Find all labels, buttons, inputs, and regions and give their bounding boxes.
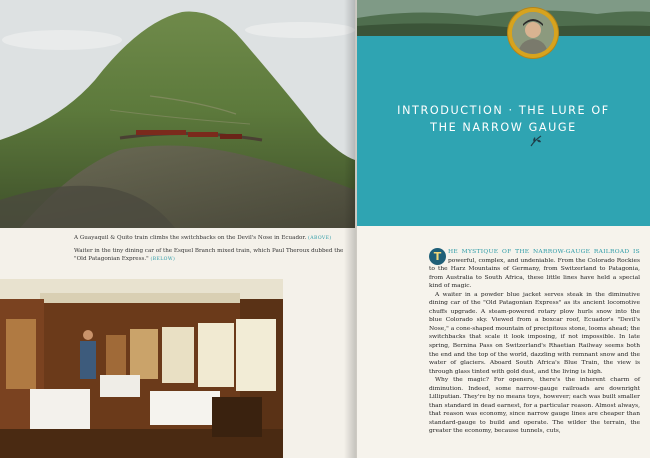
dining-car-photo: [0, 279, 283, 458]
devils-nose-mountain-photo: [0, 0, 355, 228]
caption-above: [74, 234, 344, 243]
caption-above-text: A Guayaquil & Quito train climbs the switchbacks on the Devil's Nose in Ecuador.: [74, 235, 307, 241]
drop-cap: T: [429, 248, 446, 265]
caption-below-text: Waiter in the tiny dining car of the Esquel Branch mixed train, which Paul Theroux dubbed the "Old Patagonian Express.": [74, 248, 344, 262]
chapter-banner: [357, 36, 650, 226]
chapter-title-line1: INTRODUCTION · THE LURE OF: [397, 104, 610, 117]
chapter-title-line2: THE NARROW GAUGE: [430, 121, 577, 134]
lead-in-small-caps: HE MYSTIQUE OF THE NARROW-GAUGE RAILROAD IS: [448, 249, 640, 255]
photo-captions: [74, 234, 344, 268]
paragraph-2: A waiter in a powder blue jacket serves steak in the diminutive dining car of the "Old Patagonian Express" as its ancient locomotive chuffs upgrade. A steam-powered rotary plow hurls snow into the blue Colorado sky. Viewed from a boxcar roof, Ecuador's "Devil's Nose," a cone-shaped mountain of precipitous stone, looms ahead; the switchbacks that scale it look imposing, if not impossible. In late spring, Bernina Pass on Switzerland's Rhaetian Railway seems both the end and the top of the world, dazzling with remnant snow and the water of glaciers. Aboard South Africa's Blue Train, the view is through glass tinted with gold dust, and the living is high.: [429, 291, 640, 375]
caption-below: [74, 247, 344, 264]
chapter-title: [357, 102, 650, 136]
caption-above-tag: (ABOVE): [308, 236, 332, 241]
chapter-body-text: [429, 248, 640, 436]
author-portrait-avatar: [508, 8, 558, 58]
fleuron-ornament-icon: [529, 134, 543, 148]
paragraph-1: [429, 248, 640, 291]
landscape-photo-strip: [357, 0, 650, 36]
caption-below-tag: (BELOW): [150, 257, 176, 262]
paragraph-1-text: powerful, complex, and undeniable. From the Colorado Rockies to the Harz Mountains of Germany, from Switzerland to Patagonia, from Australia to South Africa, these little lines have held a special kind of magic.: [429, 257, 640, 290]
right-page: [357, 0, 650, 458]
paragraph-3: Why the magic? For openers, there's the inherent charm of diminution. Indeed, some narrow-gauge railroads are downright Lilliputian. They're by no means toys, however; each was built smaller than standard in dead earnest, for a particular reason. Almost always, that reason was economy, since narrow gauge lines are cheaper than standard-gauge to build and operate. The wilder the terrain, the greater the economy, because tunnels, cuts,: [429, 377, 640, 435]
